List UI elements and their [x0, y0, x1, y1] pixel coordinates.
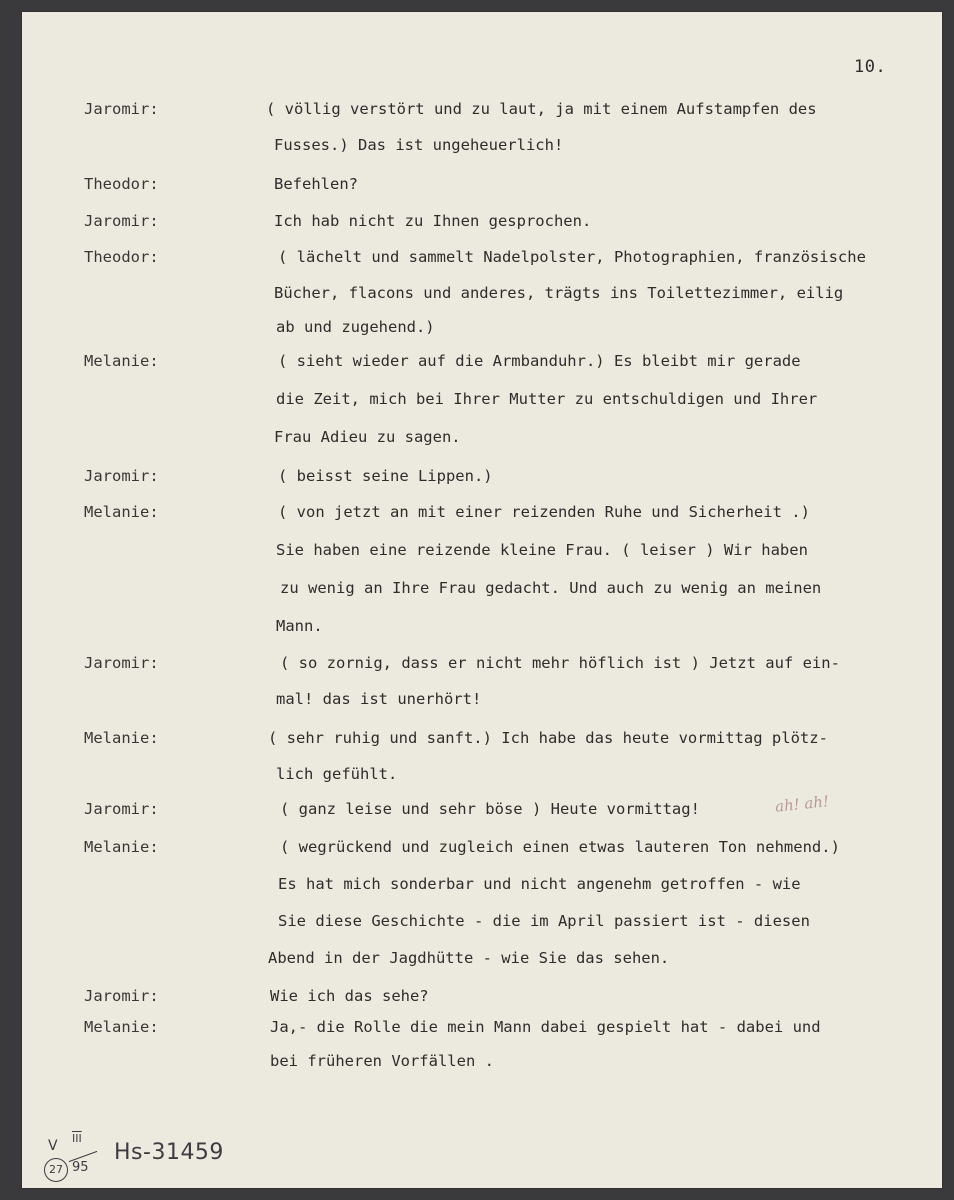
- dialogue-line: Wie ich das sehe?: [270, 987, 429, 1005]
- dialogue-line: ( völlig verstört und zu laut, ja mit einem Aufstampfen des: [266, 100, 817, 118]
- dialogue-line: bei früheren Vorfällen .: [270, 1052, 494, 1070]
- handwritten-annotation: ah! ah!: [774, 792, 830, 816]
- speaker-name: Melanie:: [84, 729, 159, 747]
- dialogue-line: Sie haben eine reizende kleine Frau. ( leiser ) Wir haben: [276, 541, 808, 559]
- speaker-name: Melanie:: [84, 503, 159, 521]
- archive-part: $\overline{III}$: [72, 1132, 82, 1145]
- speaker-name: Theodor:: [84, 175, 159, 193]
- speaker-name: Jaromir:: [84, 800, 159, 818]
- dialogue-line: ( sehr ruhig und sanft.) Ich habe das heute vormittag plötz-: [268, 729, 828, 747]
- dialogue-line: ( beisst seine Lippen.): [278, 467, 493, 485]
- speaker-name: Melanie:: [84, 1018, 159, 1036]
- archive-circled-number: 27: [44, 1158, 68, 1182]
- dialogue-line: mal! das ist unerhört!: [276, 690, 482, 708]
- dialogue-line: ( wegrückend und zugleich einen etwas lauteren Ton nehmend.): [280, 838, 840, 856]
- archive-volume: V: [48, 1138, 58, 1154]
- page-number: 10.: [854, 57, 887, 77]
- dialogue-line: ( sieht wieder auf die Armbanduhr.) Es bleibt mir gerade: [278, 352, 801, 370]
- dialogue-line: ( lächelt und sammelt Nadelpolster, Photographien, französische: [278, 248, 866, 266]
- dialogue-line: ( so zornig, dass er nicht mehr höflich ist ) Jetzt auf ein-: [280, 654, 840, 672]
- dialogue-line: ( ganz leise und sehr böse ) Heute vormittag!: [280, 800, 700, 818]
- speaker-name: Jaromir:: [84, 212, 159, 230]
- archive-signature: Hs-31459: [114, 1140, 224, 1165]
- speaker-name: Jaromir:: [84, 100, 159, 118]
- archive-fraction: 95: [72, 1160, 89, 1175]
- dialogue-line: ab und zugehend.): [276, 318, 435, 336]
- dialogue-line: Abend in der Jagdhütte - wie Sie das sehen.: [268, 949, 670, 967]
- speaker-name: Jaromir:: [84, 987, 159, 1005]
- speaker-name: Melanie:: [84, 838, 159, 856]
- document-page: [22, 12, 942, 1188]
- speaker-name: Melanie:: [84, 352, 159, 370]
- dialogue-line: Es hat mich sonderbar und nicht angenehm getroffen - wie: [278, 875, 801, 893]
- speaker-name: Jaromir:: [84, 467, 159, 485]
- dialogue-line: Ja,- die Rolle die mein Mann dabei gespielt hat - dabei und: [270, 1018, 821, 1036]
- speaker-name: Theodor:: [84, 248, 159, 266]
- dialogue-line: Bücher, flacons und anderes, trägts ins Toilettezimmer, eilig: [274, 284, 844, 302]
- dialogue-line: die Zeit, mich bei Ihrer Mutter zu entschuldigen und Ihrer: [276, 390, 818, 408]
- speaker-name: Jaromir:: [84, 654, 159, 672]
- dialogue-line: Ich hab nicht zu Ihnen gesprochen.: [274, 212, 592, 230]
- dialogue-line: lich gefühlt.: [276, 765, 398, 783]
- dialogue-line: Mann.: [276, 617, 323, 635]
- dialogue-line: Befehlen?: [274, 175, 358, 193]
- dialogue-line: Frau Adieu zu sagen.: [274, 428, 461, 446]
- dialogue-line: Fusses.) Das ist ungeheuerlich!: [274, 136, 564, 154]
- dialogue-line: Sie diese Geschichte - die im April passiert ist - diesen: [278, 912, 810, 930]
- dialogue-line: ( von jetzt an mit einer reizenden Ruhe und Sicherheit .): [278, 503, 810, 521]
- archive-marks: [42, 1130, 232, 1190]
- dialogue-line: zu wenig an Ihre Frau gedacht. Und auch zu wenig an meinen: [280, 579, 822, 597]
